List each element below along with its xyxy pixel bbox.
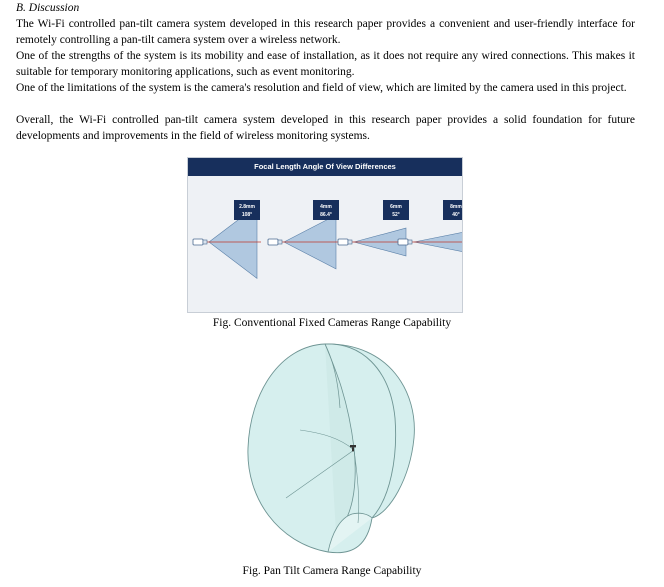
camera-body-4 — [398, 239, 408, 245]
figure1-caption: Fig. Conventional Fixed Cameras Range Capability — [212, 317, 452, 329]
pan-tilt-range-diagram — [240, 338, 420, 558]
camera-body-2 — [268, 239, 278, 245]
camera-body-1 — [193, 239, 203, 245]
section-heading: B. Discussion — [16, 2, 80, 14]
focal-length-figure-title: Focal Length Angle Of View Differences — [188, 158, 462, 176]
lens-angle-label-2: 86.4° — [320, 212, 332, 218]
lens-focal-label-4: 8mm — [450, 204, 462, 210]
paragraph-intro: The Wi-Fi controlled pan-tilt camera system developed in this research paper provides a convenient and user-friendly interface for remotely controlling a pan-tilt camera system over a wireless network. — [16, 18, 635, 46]
focal-length-diagram — [188, 158, 463, 313]
pan-tilt-figure — [240, 338, 420, 558]
figure2-caption: Fig. Pan Tilt Camera Range Capability — [242, 565, 422, 577]
lens-focal-label-3: 6mm — [390, 204, 402, 210]
camera-lens-2 — [278, 240, 282, 244]
camera-lens-4 — [408, 240, 412, 244]
lens-angle-label-3: 52° — [392, 212, 400, 218]
paragraph-conclusion: Overall, the Wi-Fi controlled pan-tilt camera system developed in this research paper provides a solid foundation for future developments and improvements in the field of wireless monitoring systems. — [16, 114, 635, 142]
paragraph-strengths: One of the strengths of the system is its mobility and ease of installation, as it does not require any wired connections. This makes it suitable for temporary monitoring applications, such as event monitoring. — [16, 50, 635, 78]
lens-focal-label-1: 2.8mm — [239, 204, 255, 210]
lens-angle-label-4: 40° — [452, 212, 460, 218]
camera-body-3 — [338, 239, 348, 245]
lens-angle-label-1: 108° — [241, 212, 253, 218]
focal-length-figure — [187, 157, 463, 313]
camera-lens-3 — [348, 240, 352, 244]
camera-lens-1 — [203, 240, 207, 244]
lens-focal-label-2: 4mm — [320, 204, 332, 210]
paragraph-limitations: One of the limitations of the system is the camera's resolution and field of view, which are limited by the camera used in this project. — [16, 82, 627, 94]
